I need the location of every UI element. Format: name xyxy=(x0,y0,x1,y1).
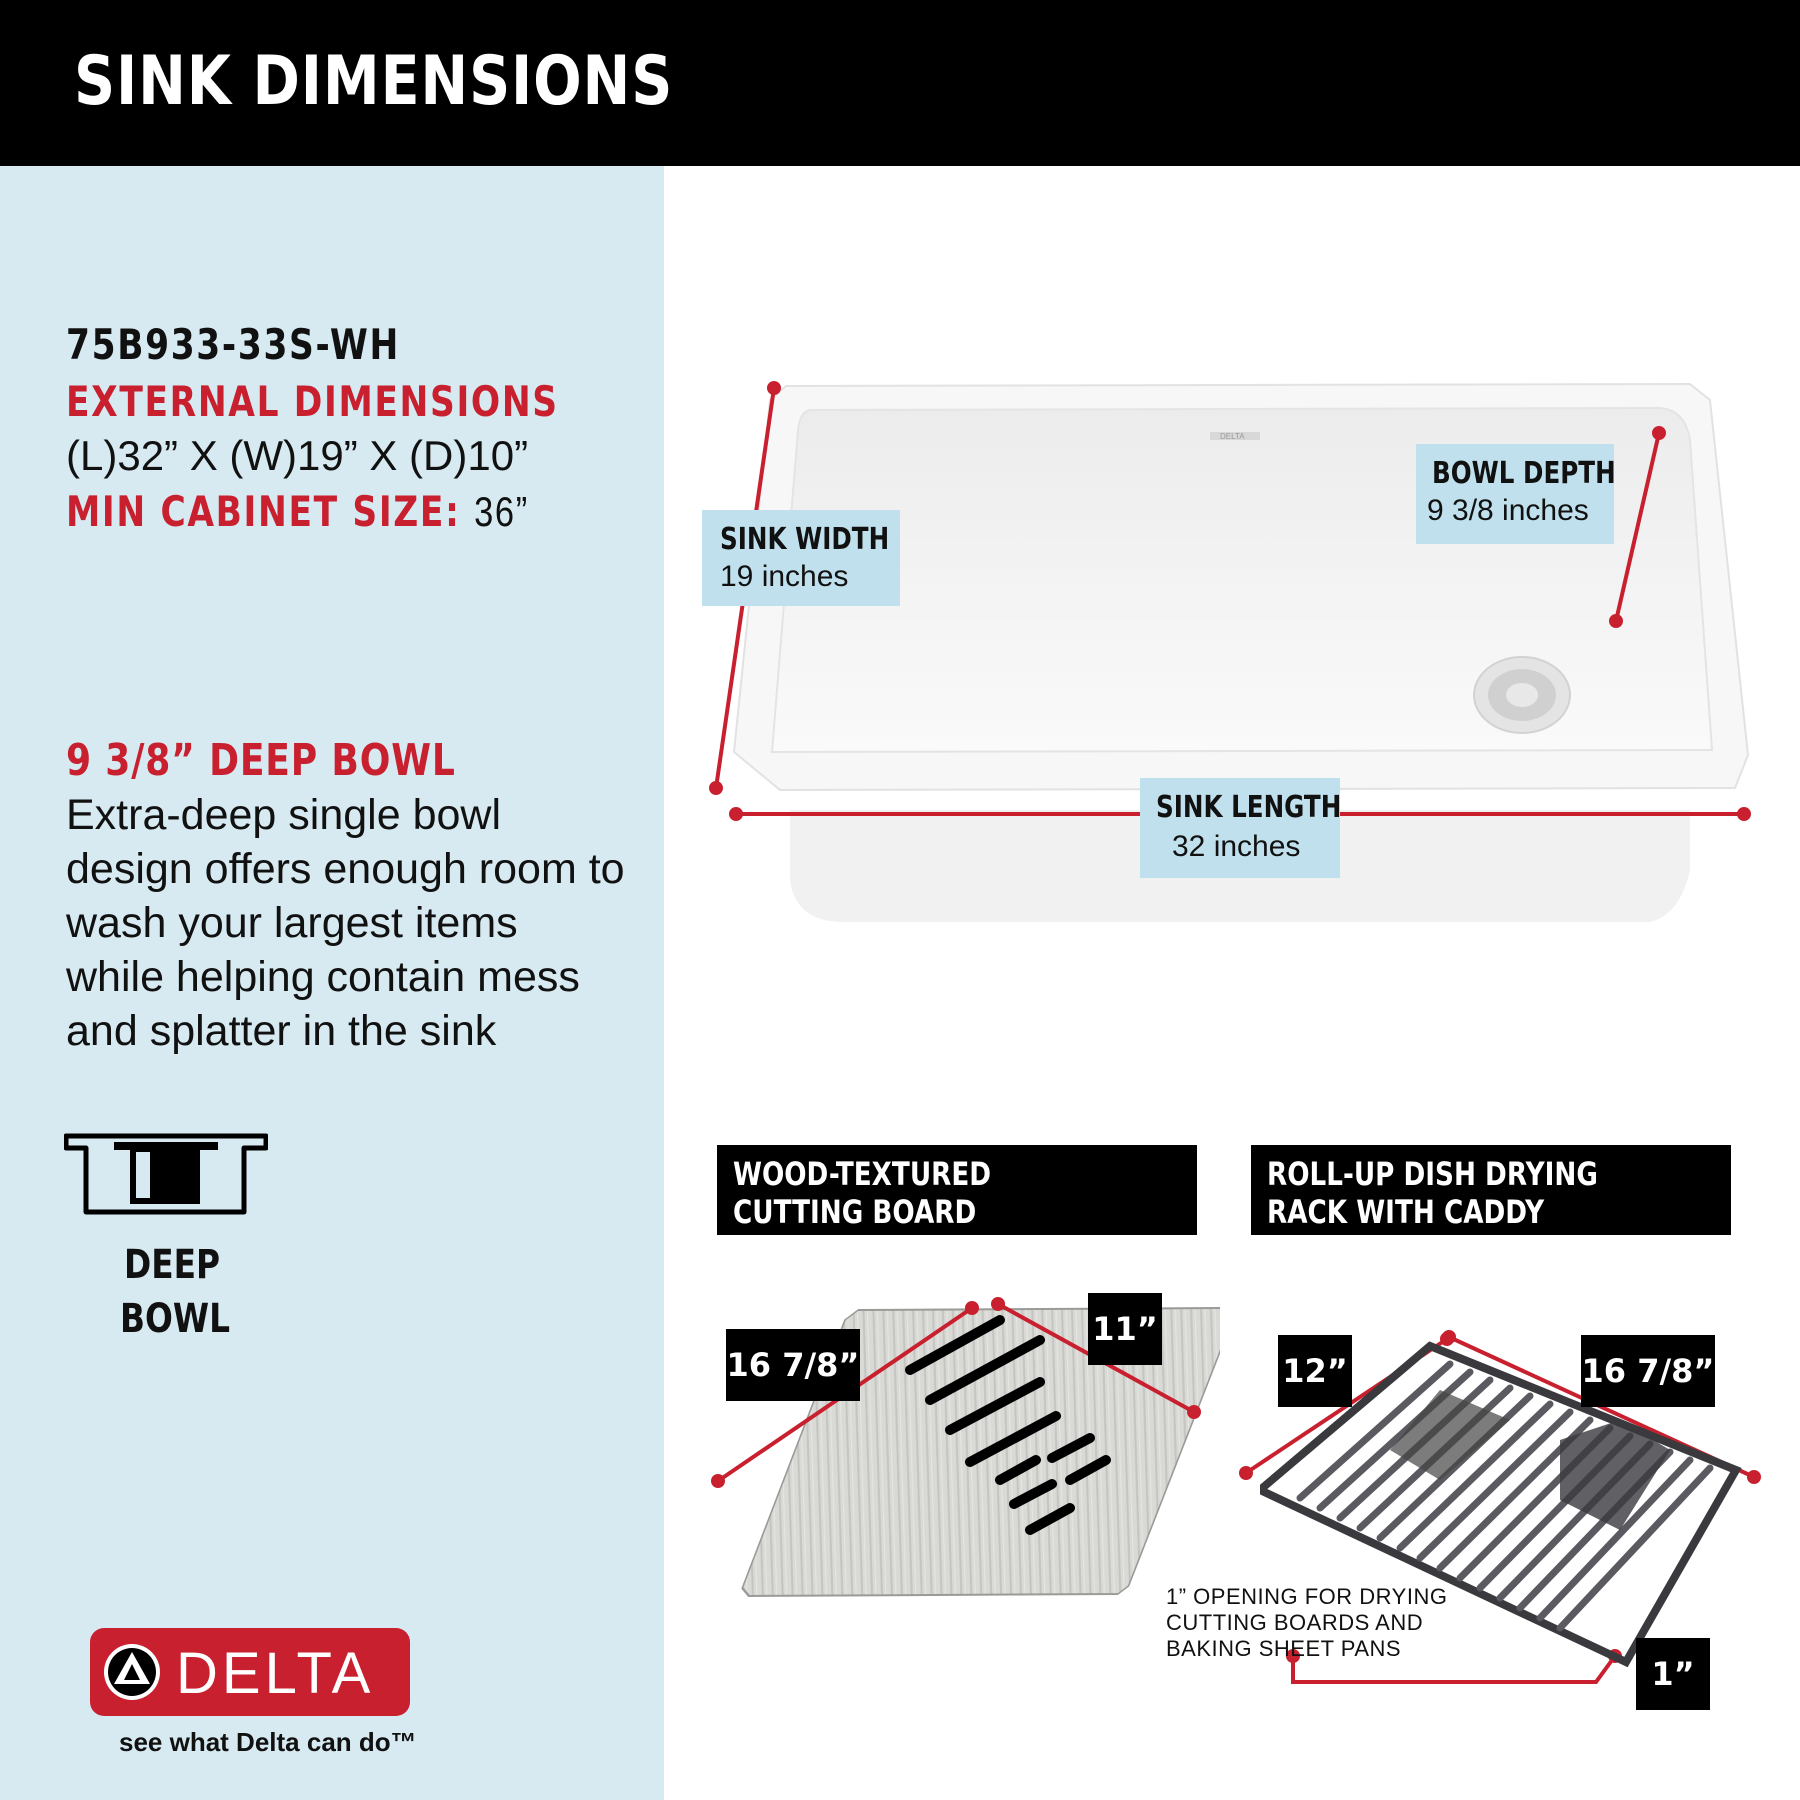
min-cabinet-value: 36” xyxy=(474,488,529,535)
opening-note-line-2: CUTTING BOARDS AND xyxy=(1166,1610,1424,1635)
drying-rack-length-tag: 16 7/8” xyxy=(1581,1335,1715,1407)
deep-bowl-description: Extra-deep single bowl design offers enough room to wash your largest items while helping contain mess and splatter in the sink xyxy=(66,791,625,1055)
sink-brand-mark: DELTA xyxy=(1220,432,1245,441)
sink-length-title: SINK LENGTH xyxy=(1156,790,1342,825)
model-number: 75B933-33S-WH xyxy=(66,320,400,369)
sink-width-title: SINK WIDTH xyxy=(720,522,890,557)
page-title: SINK DIMENSIONS xyxy=(74,42,674,121)
delta-wordmark: DELTA xyxy=(176,1641,375,1706)
opening-note-line-3: BAKING SHEET PANS xyxy=(1166,1636,1402,1661)
sink-width-value: 19 inches xyxy=(720,560,849,593)
drying-rack-line-2: RACK WITH CADDY xyxy=(1267,1193,1545,1231)
cutting-board-width-tag: 11” xyxy=(1088,1293,1162,1365)
external-dimensions-value: (L)32” X (W)19” X (D)10” xyxy=(66,432,529,479)
cutting-board-line-1: WOOD-TEXTURED xyxy=(733,1155,992,1193)
opening-note-line-1: 1” OPENING FOR DRYING xyxy=(1166,1584,1448,1609)
deep-bowl-icon-label-1: DEEP xyxy=(124,1242,221,1288)
drying-rack-width-tag: 12” xyxy=(1278,1335,1352,1407)
external-dimensions-title: EXTERNAL DIMENSIONS xyxy=(66,377,559,426)
bowl-depth-title: BOWL DEPTH xyxy=(1432,456,1616,491)
cutting-board-length-tag: 16 7/8” xyxy=(726,1329,860,1401)
bowl-depth-value: 9 3/8 inches xyxy=(1427,494,1589,527)
opening-note xyxy=(1166,1584,1447,1662)
drying-rack-line-1: ROLL-UP DISH DRYING xyxy=(1267,1155,1598,1193)
brand-tagline: see what Delta can do™ xyxy=(119,1727,417,1757)
sink-length-value: 32 inches xyxy=(1172,830,1301,863)
cutting-board-line-2: CUTTING BOARD xyxy=(733,1193,977,1231)
deep-bowl-icon-label-2: BOWL xyxy=(120,1296,230,1342)
deep-bowl-title: 9 3/8” DEEP BOWL xyxy=(66,735,456,786)
min-cabinet-label: MIN CABINET SIZE: xyxy=(66,487,461,536)
drying-rack-opening-tag: 1” xyxy=(1636,1638,1710,1710)
